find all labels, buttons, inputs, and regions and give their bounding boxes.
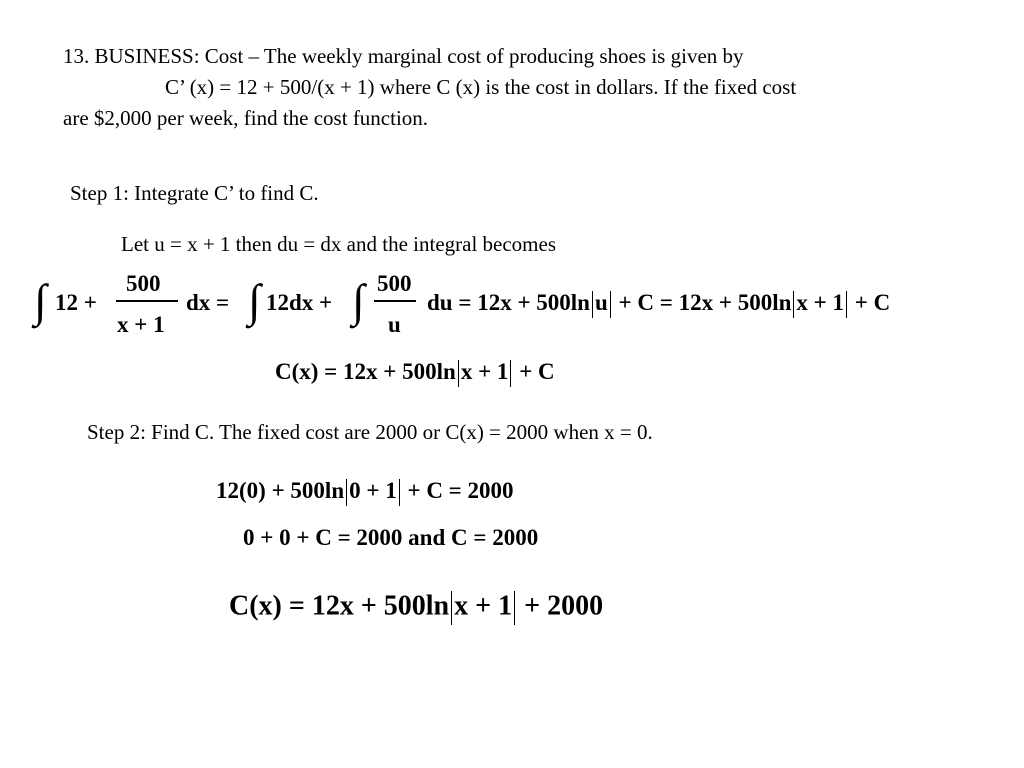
eq1-frac2-bar [374,300,416,302]
eq1-frac1-bar [116,300,178,302]
eq4-solve-constant: 0 + 0 + C = 2000 and C = 2000 [243,525,539,550]
abs-bar [458,360,459,387]
eq3-tail: + C = 2000 [407,478,514,503]
eq2-tail: + C [519,359,555,384]
eq1-frac2-numerator: 500 [377,271,412,296]
integral-sign-1: ∫ [34,275,47,326]
integral-sign-2: ∫ [248,275,261,326]
eq1-term-12dx: 12dx + [266,290,333,315]
eq5-tail: + 2000 [524,590,604,622]
eq1-frac1-denominator: x + 1 [117,312,165,337]
eq1-term-lead: 12 + [55,290,97,315]
eq1-x-plus-1: x + 1 [796,290,844,315]
eq1-after-u: + C = 12x + 500ln [618,290,792,315]
eq1-result-lead: du = 12x + 500ln [427,290,590,315]
eq3-lead: 12(0) + 500ln [216,478,345,503]
problem-line-3: are $2,000 per week, find the cost function. [63,106,429,130]
step1-substitution: Let u = x + 1 then du = dx and the integral becomes [121,232,557,256]
abs-bar [514,591,515,625]
step1-heading: Step 1: Integrate C’ to find C. [70,181,319,205]
eq2-lead: C(x) = 12x + 500ln [275,359,456,384]
eq3-substitution [216,479,514,506]
eq1-frac2-denominator: u [388,312,401,337]
eq1-frac1-numerator: 500 [126,271,161,296]
problem-line-2: C’ (x) = 12 + 500/(x + 1) where C (x) is the cost in dollars. If the fixed cost [165,75,797,99]
problem-line-1: 13. BUSINESS: Cost – The weekly marginal cost of producing shoes is given by [63,44,744,68]
eq1-result [427,291,890,318]
abs-bar [610,291,611,318]
eq3-inner: 0 + 1 [349,478,397,503]
eq2-x-plus-1: x + 1 [460,359,509,384]
abs-bar [346,479,347,506]
abs-bar [451,591,452,625]
abs-bar [510,360,511,387]
abs-bar [846,291,847,318]
integral-sign-3: ∫ [352,275,365,326]
eq1-u: u [594,290,608,315]
eq1-tail: + C [854,290,891,315]
eq5-x-plus-1: x + 1 [454,590,513,622]
abs-bar [592,291,593,318]
step2-heading: Step 2: Find C. The fixed cost are 2000 or C(x) = 2000 when x = 0. [87,420,653,444]
abs-bar [399,479,400,506]
eq5-final-cost-function [229,591,603,625]
eq2-cost-function-general [275,360,555,387]
eq1-dx: dx = [186,290,230,315]
eq5-lead: C(x) = 12x + 500ln [229,590,450,622]
abs-bar [793,291,794,318]
